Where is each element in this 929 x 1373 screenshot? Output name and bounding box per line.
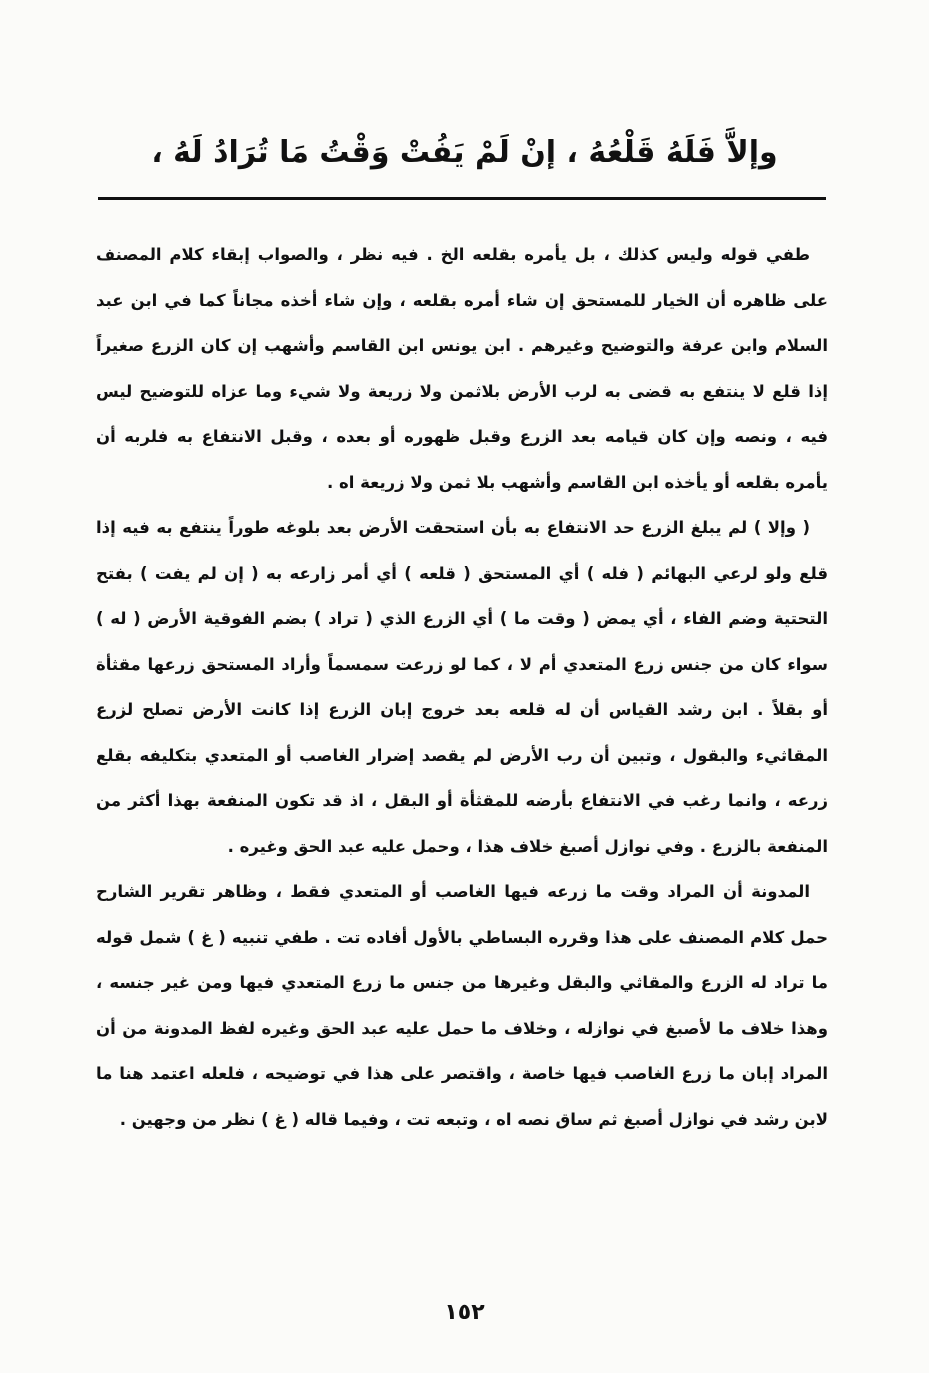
paragraph-3: المدونة أن المراد وقت ما زرعه فيها الغاصب أو المتعدي فقط ، وظاهر تقرير الشارح حمل كلام المصنف على هذا وقرره البساطي بالأول أفاده تت . طفي تنبيه ( غ ) شمل قوله ما تراد له الزرع والمقاثي والبقل وغيرها من جنس ما زرع المتعدي فيها ومن غير جنسه ، وهذا خلاف ما لأصبغ في نوازله ، وخلاف ما حمل عليه عبد الحق وغيره لفظ المدونة من أن المراد إبان ما زرع الغاصب فيها خاصة ، واقتصر على هذا في توضيحه ، فلعله اعتمد هنا ما لابن رشد في نوازل أصبغ ثم ساق نصه اه ، وتبعه تت ، وفيما قاله ( غ ) نظر من وجهين .	[96, 882, 828, 1129]
paragraph-2: ( وإلا ) لم يبلغ الزرع حد الانتفاع به بأن استحقت الأرض بعد بلوغه طوراً ينتفع به فيه إذا قلع ولو لرعي البهائم ( فله ) أي المستحق ( قلعه ) أي أمر زارعه به ( إن لم يفت ) بفتح التحتية وضم الفاء ، أي يمض ( وقت ما ) أي الزرع الذي ( تراد ) بضم الفوقية الأرض ( له ) سواء كان من جنس زرع المتعدي أم لا ، كما لو زرعت سمسماً وأراد المستحق زرعها مقثأة أو بقلاً . ابن رشد القياس أن له قلعه بعد خروج إبان الزرع إذا كانت الأرض تصلح لزرع المقاثيء والبقول ، وتبين أن رب الأرض لم يقصد إضرار الغاصب أو المتعدي بتكليفه بقلع زرعه ، وانما رغب في الانتفاع بأرضه للمقثأة أو البقل ، اذ قد تكون المنفعة بهذا أكثر من المنفعة بالزرع . وفي نوازل أصبغ خلاف هذا ، وحمل عليه عبد الحق وغيره .	[96, 518, 828, 856]
paragraph-1: طفي قوله وليس كذلك ، بل يأمره بقلعه الخ . فيه نظر ، والصواب إبقاء كلام المصنف على ظاهره أن الخيار للمستحق إن شاء أمره بقلعه ، وإن شاء أخذه مجاناً كما في ابن عبد السلام وابن عرفة والتوضيح وغيرهم . ابن يونس ابن القاسم وأشهب إن كان الزرع صغيراً إذا قلع لا ينتفع به قضى به لرب الأرض بلاثمن ولا زريعة ولا شيء وما عزاه للتوضيح ليس فيه ، ونصه وإن كان قيامه بعد الزرع وقبل ظهوره أو بعده ، وقبل الانتفاع به فلربه أن يأمره بقلعه أو يأخذه ابن القاسم وأشهب بلا ثمن ولا زريعة اه .	[96, 245, 828, 492]
header-divider	[98, 197, 826, 200]
page-number: ١٥٢	[444, 1300, 485, 1325]
commentary-body	[96, 232, 828, 1142]
verse-header: وإلاَّ فَلَهُ قَلْعُهُ ، إنْ لَمْ يَفُتْ وَقْتُ مَا تُرَادُ لَهُ ،	[151, 135, 778, 170]
